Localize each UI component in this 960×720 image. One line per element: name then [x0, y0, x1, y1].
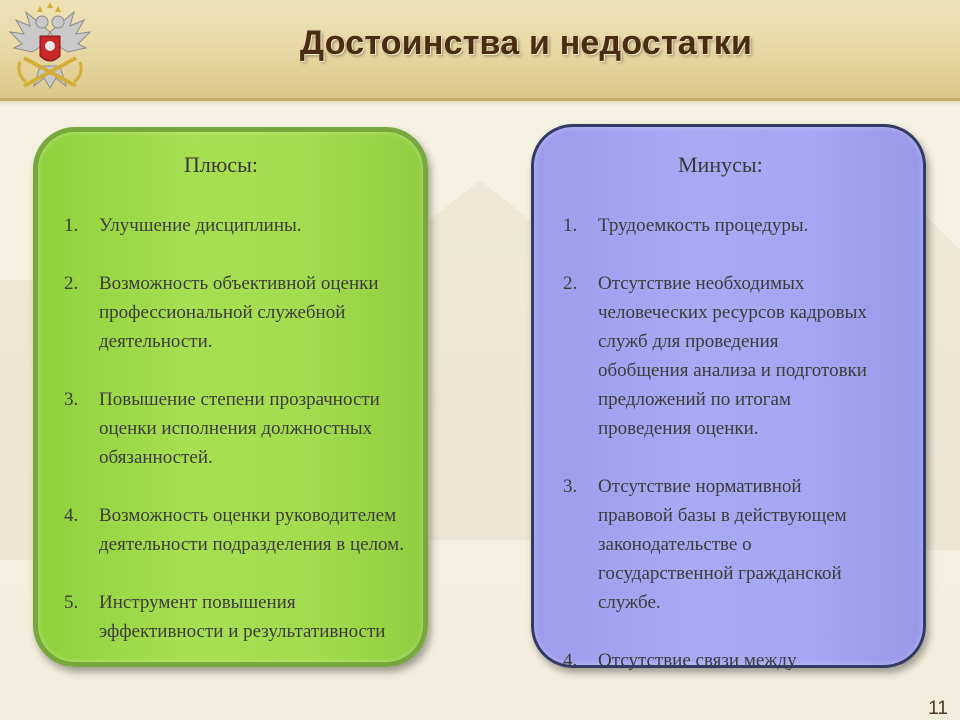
page-number: 11: [928, 698, 948, 719]
list-item: [64, 211, 409, 240]
list-item: [64, 501, 409, 559]
slide-header: [0, 0, 960, 101]
list-item-number: 2.: [64, 273, 79, 294]
list-item: [64, 269, 409, 356]
list-item-text: Отсутствие нормативной правовой базы в действующем законодательстве о государственной гражданской службе.: [598, 476, 847, 613]
cons-list: [563, 211, 873, 704]
list-item: [563, 269, 873, 443]
list-item: [563, 646, 873, 675]
list-item-number: 3.: [64, 389, 79, 410]
list-item: [563, 211, 873, 240]
list-item-text: Инструмент повышения эффективности и результативности: [99, 592, 386, 642]
list-item-number: 4.: [563, 650, 578, 671]
list-item-text: Отсутствие необходимых человеческих ресурсов кадровых служб для проведения обобщения анализа и подготовки предложений по итогам проведения оценки.: [598, 273, 867, 439]
slide-title: Достоинства и недостатки: [299, 24, 753, 62]
list-item-text: Возможность оценки руководителем деятельности подразделения в целом.: [99, 505, 404, 555]
list-item-number: 1.: [563, 215, 578, 236]
list-item-text: Отсутствие связи между: [598, 650, 797, 671]
list-item-number: 2.: [563, 273, 578, 294]
list-item-text: Трудоемкость процедуры.: [598, 215, 809, 236]
list-item-number: 1.: [64, 215, 79, 236]
list-item: [563, 472, 873, 617]
list-item-number: 3.: [563, 476, 578, 497]
list-item: [64, 588, 409, 646]
list-item-text: Повышение степени прозрачности оценки исполнения должностных обязанностей.: [99, 389, 380, 468]
list-item-text: Возможность объективной оценки профессиональной служебной деятельности.: [99, 273, 379, 352]
list-item: [64, 385, 409, 472]
pros-heading: Плюсы:: [184, 152, 258, 177]
list-item-number: 5.: [64, 592, 79, 613]
list-item-text: Улучшение дисциплины.: [99, 215, 302, 236]
list-item-number: 4.: [64, 505, 79, 526]
pros-list: [64, 211, 409, 675]
cons-heading: Минусы:: [678, 152, 763, 177]
